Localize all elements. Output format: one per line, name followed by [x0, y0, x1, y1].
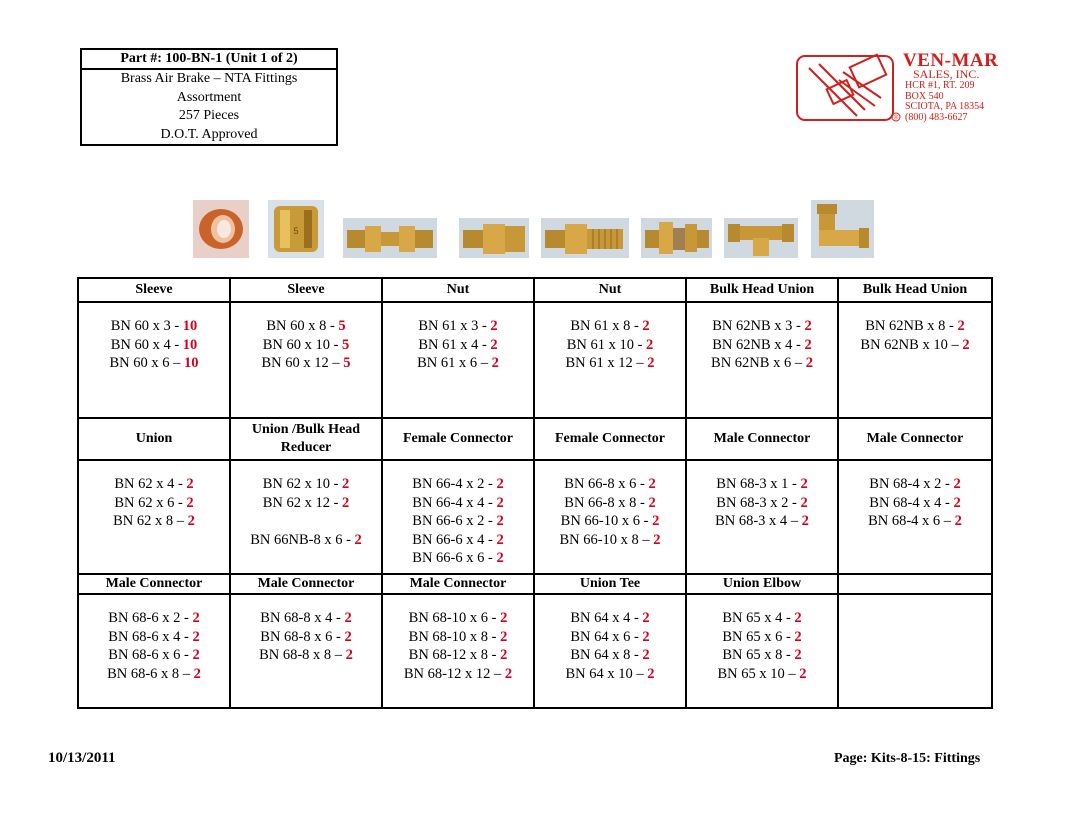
quantity: 2 [794, 647, 802, 663]
part-number: BN 68-10 x 8 - [408, 628, 501, 645]
list-item [383, 665, 533, 684]
part-number: BN 68-8 x 6 - [260, 628, 345, 645]
quantity: 2 [187, 513, 195, 529]
part-number: BN 64 x 10 – [565, 665, 648, 682]
part-number-title: Part #: 100-BN-1 (Unit 1 of 2) [82, 50, 336, 70]
part-number: BN 62NB x 6 – [711, 355, 806, 371]
list-item [79, 475, 229, 494]
quantity: 2 [646, 336, 654, 353]
quantity: 2 [800, 494, 808, 511]
category-header: Nut [534, 278, 686, 302]
quantity: 2 [799, 665, 807, 682]
header-row [78, 278, 992, 302]
category-header: Male Connector [686, 418, 838, 460]
quantity: 2 [804, 336, 812, 353]
part-number: BN 60 x 8 - [266, 318, 339, 334]
list-item [535, 317, 685, 336]
quantity: 2 [642, 647, 650, 663]
quantity: 2 [805, 355, 813, 371]
quantity: 2 [354, 531, 362, 548]
category-header: Union Elbow [686, 574, 838, 594]
list-item [383, 354, 533, 373]
list-item [231, 494, 381, 513]
part-description-line-3: 257 Pieces [178, 108, 240, 123]
part-number: BN 61 x 8 - [570, 318, 643, 334]
quantity: 2 [957, 318, 965, 334]
list-item [383, 317, 533, 336]
list-item [383, 628, 533, 647]
part-number: BN 62NB x 10 – [860, 336, 963, 353]
items-cell [78, 594, 230, 708]
list-item [231, 609, 381, 628]
list-item [535, 531, 685, 550]
item-list [231, 303, 381, 373]
union-tee-photo [724, 218, 798, 258]
part-number: BN 66-6 x 4 - [412, 531, 497, 548]
part-number: BN 68-3 x 2 - [716, 494, 801, 511]
list-item [687, 494, 837, 513]
part-number: BN 68-6 x 8 – [107, 665, 194, 682]
part-number: BN 62 x 6 - [114, 494, 187, 511]
quantity: 2 [342, 494, 350, 511]
category-header: Male Connector [78, 574, 230, 594]
category-header: Male Connector [838, 418, 992, 460]
items-cell [686, 302, 838, 418]
part-number: BN 64 x 4 - [570, 610, 643, 626]
fittings-table-body [78, 278, 992, 708]
union-elbow-photo [811, 200, 874, 258]
list-item [687, 475, 837, 494]
quantity: 2 [653, 531, 661, 548]
quantity: 2 [192, 628, 200, 645]
part-number: BN 68-3 x 1 - [716, 476, 801, 492]
part-number: BN 65 x 10 – [717, 665, 800, 682]
quantity: 2 [652, 513, 660, 529]
part-number: BN 68-8 x 8 – [259, 647, 346, 663]
quantity: 2 [342, 476, 350, 492]
list-item [535, 354, 685, 373]
item-list [687, 461, 837, 531]
items-cell [382, 594, 534, 708]
list-item [535, 494, 685, 513]
quantity: 2 [648, 494, 656, 511]
part-number: BN 62 x 12 - [262, 494, 343, 511]
list-item [383, 609, 533, 628]
quantity: 2 [491, 355, 499, 371]
part-number: BN 61 x 6 – [417, 355, 492, 371]
bulkhead-fitting-photo [641, 218, 712, 258]
quantity: 2 [193, 665, 201, 682]
part-description-line-4: D.O.T. Approved [160, 126, 258, 142]
part-number: BN 68-4 x 4 - [869, 494, 954, 511]
quantity: 2 [962, 336, 970, 353]
quantity: 2 [794, 628, 802, 645]
fittings-logo-icon [795, 50, 903, 128]
part-number: BN 66-4 x 2 - [412, 476, 497, 492]
item-list [839, 303, 991, 354]
list-item [383, 494, 533, 513]
item-list [79, 303, 229, 373]
female-connector-photo [459, 218, 529, 258]
list-item [79, 665, 229, 684]
male-connector-photo [541, 218, 629, 258]
items-cell [78, 302, 230, 418]
items-cell [838, 594, 992, 708]
items-cell [838, 460, 992, 574]
items-cell [534, 460, 686, 574]
list-item [231, 646, 381, 665]
category-header: Bulk Head Union [838, 278, 992, 302]
list-item [231, 512, 381, 531]
items-cell [534, 302, 686, 418]
quantity: 5 [338, 318, 346, 334]
quantity: 2 [496, 494, 504, 511]
quantity: 10 [182, 318, 198, 334]
part-number: BN 66-10 x 8 – [559, 531, 654, 548]
quantity: 2 [496, 531, 504, 548]
quantity: 2 [647, 665, 655, 682]
fittings-table [77, 277, 993, 709]
part-number: BN 66-8 x 6 - [564, 476, 649, 492]
item-list [535, 595, 685, 683]
quantity: 2 [642, 610, 650, 626]
list-item [383, 549, 533, 568]
list-item [687, 609, 837, 628]
list-item [535, 336, 685, 355]
part-number-box [80, 48, 338, 146]
list-item [687, 665, 837, 684]
part-number: BN 68-10 x 6 - [408, 610, 501, 626]
part-number: BN 62NB x 8 - [865, 318, 958, 334]
list-item [79, 628, 229, 647]
item-list [839, 461, 991, 531]
quantity: 2 [496, 476, 504, 492]
quantity: 2 [500, 647, 508, 663]
quantity: 2 [500, 628, 508, 645]
quantity: 2 [648, 476, 656, 492]
quantity: 2 [496, 513, 504, 529]
quantity: 2 [186, 494, 194, 511]
item-list [687, 595, 837, 683]
part-number: BN 60 x 6 – [109, 355, 185, 371]
list-item [79, 512, 229, 531]
header-row [78, 574, 992, 594]
items-cell [686, 594, 838, 708]
part-number: BN 65 x 8 - [722, 647, 795, 663]
list-item [687, 646, 837, 665]
category-header: Sleeve [78, 278, 230, 302]
category-header: Bulk Head Union [686, 278, 838, 302]
list-item [687, 317, 837, 336]
list-item [383, 336, 533, 355]
quantity: 2 [344, 628, 352, 645]
list-item [839, 317, 991, 336]
items-cell [78, 460, 230, 574]
list-item [535, 646, 685, 665]
items-row [78, 460, 992, 574]
items-cell [838, 302, 992, 418]
svg-text:5: 5 [293, 226, 299, 236]
quantity: 10 [182, 336, 198, 353]
address-line-2: BOX 540 [905, 90, 944, 102]
quantity: 2 [800, 476, 808, 492]
part-number: BN 66-6 x 2 - [412, 513, 497, 529]
list-item [383, 512, 533, 531]
list-item [231, 317, 381, 336]
quantity: 2 [642, 318, 650, 334]
category-header: Nut [382, 278, 534, 302]
part-number: BN 68-8 x 4 - [260, 610, 345, 626]
part-number: BN 61 x 3 - [418, 318, 491, 334]
items-cell [230, 302, 382, 418]
list-item [79, 646, 229, 665]
part-number: BN 60 x 3 - [110, 318, 183, 334]
part-number: BN 62NB x 3 - [712, 318, 805, 334]
part-number: BN 61 x 4 - [418, 336, 491, 353]
list-item [79, 494, 229, 513]
company-subtitle: SALES, INC. [913, 67, 980, 81]
category-header: Union /Bulk Head Reducer [230, 418, 382, 460]
part-number: BN 62NB x 4 - [712, 336, 805, 353]
quantity: 2 [186, 476, 194, 492]
part-number: BN 60 x 12 – [261, 355, 344, 371]
phone-number: (800) 483-6627 [905, 111, 968, 123]
part-number: BN 62 x 4 - [114, 476, 187, 492]
quantity: 2 [953, 494, 961, 511]
item-list [383, 595, 533, 683]
part-number: BN 66-10 x 6 - [560, 513, 653, 529]
list-item [383, 646, 533, 665]
item-list [383, 461, 533, 568]
part-number: BN 65 x 4 - [722, 610, 795, 626]
list-item [231, 354, 381, 373]
item-list [687, 303, 837, 373]
category-header: Male Connector [382, 574, 534, 594]
list-item [383, 475, 533, 494]
company-address [905, 81, 984, 123]
quantity: 2 [192, 610, 200, 626]
part-number: BN 66-8 x 8 - [564, 494, 649, 511]
list-item [79, 609, 229, 628]
part-number: BN 68-12 x 8 - [408, 647, 501, 663]
list-item [231, 336, 381, 355]
company-name: VEN-MAR [903, 50, 999, 71]
item-list [839, 595, 991, 609]
part-number: BN 68-3 x 4 – [715, 513, 802, 529]
part-number: BN 68-12 x 12 – [403, 665, 505, 682]
part-number: BN 68-4 x 6 – [868, 513, 955, 529]
quantity: 5 [343, 355, 351, 371]
list-item [535, 512, 685, 531]
category-header: Female Connector [534, 418, 686, 460]
list-item [535, 475, 685, 494]
part-description-line-1: Brass Air Brake – NTA Fittings [120, 71, 298, 86]
address-line-1: HCR #1, RT. 209 [905, 80, 975, 91]
item-list [535, 461, 685, 549]
part-number: BN 61 x 12 – [565, 355, 648, 371]
list-item [839, 512, 991, 531]
item-list [79, 595, 229, 683]
category-header: Female Connector [382, 418, 534, 460]
header-row [78, 418, 992, 460]
registered-mark: ® [893, 115, 899, 122]
part-number: BN 62 x 10 - [262, 476, 343, 492]
list-item [231, 531, 381, 550]
category-header: Union Tee [534, 574, 686, 594]
page-reference: Page: Kits-8-15: Fittings [834, 751, 981, 766]
part-number: BN 68-6 x 4 - [108, 628, 193, 645]
quantity: 2 [504, 665, 513, 682]
list-item [535, 628, 685, 647]
part-number: BN 65 x 6 - [722, 628, 795, 645]
part-number: BN 68-6 x 2 - [108, 610, 193, 626]
quantity: 2 [490, 336, 498, 353]
quantity: 2 [804, 318, 812, 334]
items-cell [686, 460, 838, 574]
category-header: Sleeve [230, 278, 382, 302]
item-list [383, 303, 533, 373]
list-item [231, 628, 381, 647]
list-item [383, 531, 533, 550]
list-item [687, 336, 837, 355]
list-item [687, 354, 837, 373]
items-cell [230, 594, 382, 708]
part-number: BN 66-6 x 6 - [412, 550, 497, 566]
items-row [78, 302, 992, 418]
list-item [687, 628, 837, 647]
part-number: BN 66-4 x 4 - [412, 494, 497, 511]
list-item [839, 494, 991, 513]
category-header: Union [78, 418, 230, 460]
nut-photo [268, 200, 324, 258]
quantity: 2 [954, 513, 962, 529]
quantity: 2 [801, 513, 809, 529]
item-list [79, 461, 229, 531]
item-list [535, 303, 685, 373]
address-line-3: SCIOTA, PA 18354 [905, 101, 985, 112]
part-description-line-2: Assortment [176, 89, 242, 105]
part-number: BN 62 x 8 – [113, 513, 188, 529]
quantity: 2 [500, 610, 508, 626]
quantity: 2 [794, 610, 802, 626]
list-item [231, 475, 381, 494]
part-number: BN 64 x 8 - [570, 647, 643, 663]
quantity: 5 [342, 336, 350, 353]
list-item [79, 317, 229, 336]
list-item [687, 512, 837, 531]
items-cell [382, 302, 534, 418]
quantity: 2 [642, 628, 650, 645]
list-item [839, 336, 991, 355]
quantity: 2 [496, 550, 504, 566]
part-number: BN 68-4 x 2 - [869, 476, 954, 492]
list-item [839, 475, 991, 494]
quantity: 2 [490, 318, 498, 334]
list-item [79, 354, 229, 373]
category-header: Male Connector [230, 574, 382, 594]
document-date: 10/13/2011 [48, 750, 116, 766]
quantity: 2 [953, 476, 961, 492]
items-cell [382, 460, 534, 574]
quantity: 10 [184, 355, 199, 371]
part-number: BN 68-6 x 6 - [108, 647, 193, 663]
item-list [231, 595, 381, 665]
quantity: 2 [192, 647, 200, 663]
part-number: BN 60 x 10 - [262, 336, 343, 353]
quantity: 2 [647, 355, 655, 371]
quantity: 2 [345, 647, 353, 663]
items-row [78, 594, 992, 708]
item-list [231, 461, 381, 549]
list-item [535, 665, 685, 684]
list-item [79, 336, 229, 355]
items-cell [534, 594, 686, 708]
part-number: BN 61 x 10 - [566, 336, 647, 353]
company-logo [795, 50, 1015, 130]
items-cell [230, 460, 382, 574]
bulk-head-union-photo [343, 218, 437, 258]
quantity: 2 [344, 610, 352, 626]
sleeve-photo [193, 200, 249, 258]
category-header [838, 574, 992, 594]
part-number: BN 66NB-8 x 6 - [250, 531, 355, 548]
part-number: BN 60 x 4 - [110, 336, 183, 353]
part-number: BN 64 x 6 - [570, 628, 643, 645]
list-item [535, 609, 685, 628]
